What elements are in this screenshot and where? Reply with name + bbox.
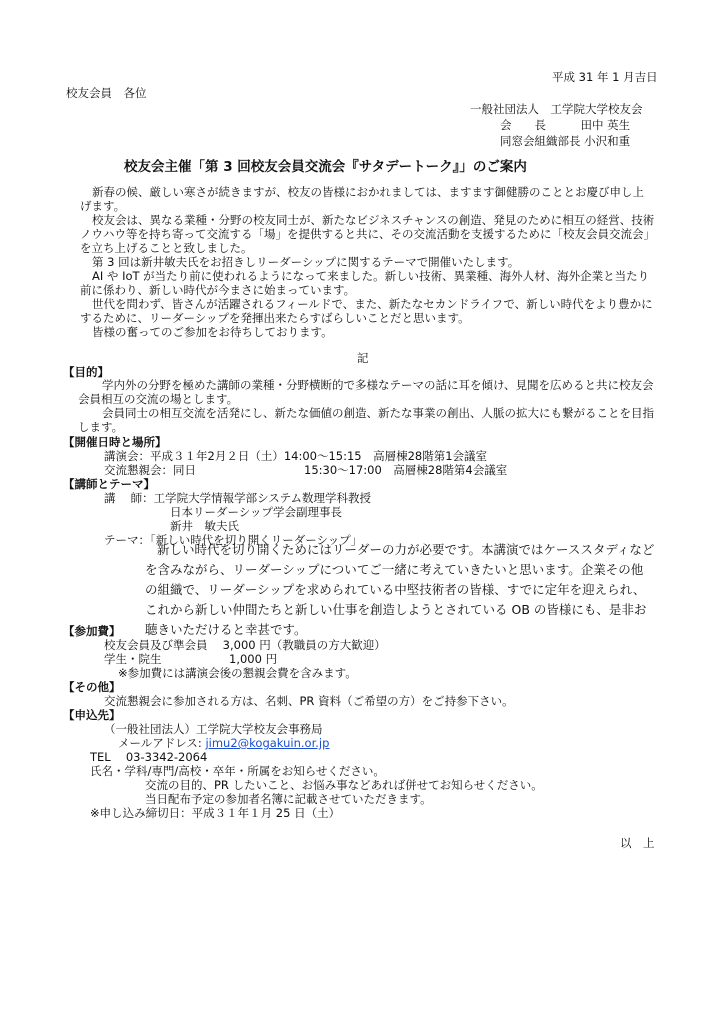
apply-tel: TEL 03-3342-2064: [90, 750, 208, 764]
organization: 一般社団法人 工学院大学校友会: [470, 102, 643, 116]
mail-label: メールアドレス:: [118, 736, 206, 750]
purpose-p1: 学内外の分野を極めた講師の業種・分野横断的で多様なテーマの話に耳を傾け、見聞を広めると共に校友会会員相互の交流の場とします。: [78, 378, 654, 406]
apply-info: 氏名・学科/専門/高校・卒年・所属をお知らせください。: [90, 764, 385, 778]
email-link[interactable]: jimu2@kogakuin.or.jp: [205, 736, 330, 750]
speaker-line1: 講 師：工学院大学情報学部システム数理学科教授: [104, 491, 372, 505]
speaker-line2: 日本リーダーシップ学会副理事長: [170, 505, 343, 519]
date: 平成 31 年 1 月吉日: [552, 70, 658, 84]
closing: 以 上: [620, 836, 655, 850]
intro-p3: 第 3 回は新井敏夫氏をお招きしリーダーシップに関するテーマで開催いたします。: [92, 255, 520, 269]
intro-p5: 世代を問わず、皆さんが活躍されるフィールドで、また、新たなセカンドライフで、新しい時代をより豊かにするために、リーダーシップを発揮出来たらすばらしいことだと思います。: [80, 297, 653, 325]
intro-p4: AI や IoT が当たり前に使われるようになって来ました。新しい技術、異業種、海外人材、海外企業と当たり前に係わり、新しい時代が今まさに始まっています。: [80, 269, 650, 297]
fee-student-label: 学生・院生: [104, 652, 162, 666]
intro-p6: 皆様の奮ってのご参加をお待ちしております。: [92, 325, 333, 339]
fee-heading: 【参加費】: [63, 624, 121, 638]
intro-p1: 新春の候、厳しい寒さが続きますが、校友の皆様におかれましては、ますます御健勝のこととお慶び申し上げます。: [80, 185, 644, 213]
addressee: 校友会員 各位: [66, 86, 147, 100]
apply-info3: 当日配布予定の参加者名簿に記載させていただきます。: [145, 792, 432, 806]
speaker-name: 新井 敏夫氏: [170, 519, 239, 533]
fee-student-value: 1,000 円: [229, 652, 278, 666]
speaker-heading: 【講師とテーマ】: [63, 477, 155, 491]
other-text: 交流懇親会に参加される方は、名刺、PR 資料（ご希望の方）をご持参下さい。: [104, 694, 514, 708]
apply-org: （一般社団法人）工学院大学校友会事務局: [104, 722, 323, 736]
lecture-info: 講演会：平成３１年2月２日（土）14:00～15:15 高層棟28階第1会議室: [104, 449, 488, 463]
director: 同窓会組織部長 小沢和重: [500, 134, 631, 148]
party-time: 15:30～17:00 高層棟28階第4会議室: [304, 463, 508, 477]
schedule-heading: 【開催日時と場所】: [63, 435, 167, 449]
deadline: ※申し込み締切日：平成３１年１月 25 日（土）: [90, 806, 341, 820]
theme: テーマ：「新しい時代を切り開くリーダーシップ」: [104, 533, 363, 547]
intro-p2: 校友会は、異なる業種・分野の校友同士が、新たなビジネスチャンスの創造、発見のために相互の経営、技術ノウハウ等を持ち寄って交流する「場」を提供すると共に、その交流活動を支援するために「校友会員交流会」を立ち上げることと致しました。: [80, 213, 655, 255]
apply-info2: 交流の目的、PR したいこと、お悩み事などあれば併せてお知らせください。: [145, 778, 543, 792]
president: 会 長 田中 英生: [500, 118, 631, 132]
party-label: 交流懇親会：同日: [104, 463, 196, 477]
speaker-description: 新しい時代を切り開くためにはリーダーの力が必要です。本講演ではケーススタディなどを含みながら、リーダーシップについてご一緒に考えていきたいと思います。企業その他の組織で、リーダーシップを求められている中堅技術者の皆様、すでに定年を迎えられ、これから新しい仲間たちと新しい仕事を創造しようとされている OB の皆様にも、是非お聴きいただけると幸甚です。: [145, 542, 655, 637]
fee-member: 校友会員及び準会員 3,000 円（教職員の方大歓迎）: [104, 638, 386, 652]
apply-heading: 【申込先】: [63, 708, 121, 722]
purpose-heading: 【目的】: [63, 365, 109, 379]
other-heading: 【その他】: [63, 680, 121, 694]
purpose-p2: 会員同士の相互交流を活発にし、新たな価値の創造、新たな事業の創出、人脈の拡大にも繋がることを目指します。: [78, 406, 654, 434]
page-title: 校友会主催「第 3 回校友会員交流会『サタデートーク』」のご案内: [124, 159, 527, 175]
apply-mail-row: [118, 736, 329, 750]
fee-note: ※参加費には講演会後の懇親会費を含みます。: [118, 666, 357, 680]
ki-mark: 記: [357, 351, 369, 365]
